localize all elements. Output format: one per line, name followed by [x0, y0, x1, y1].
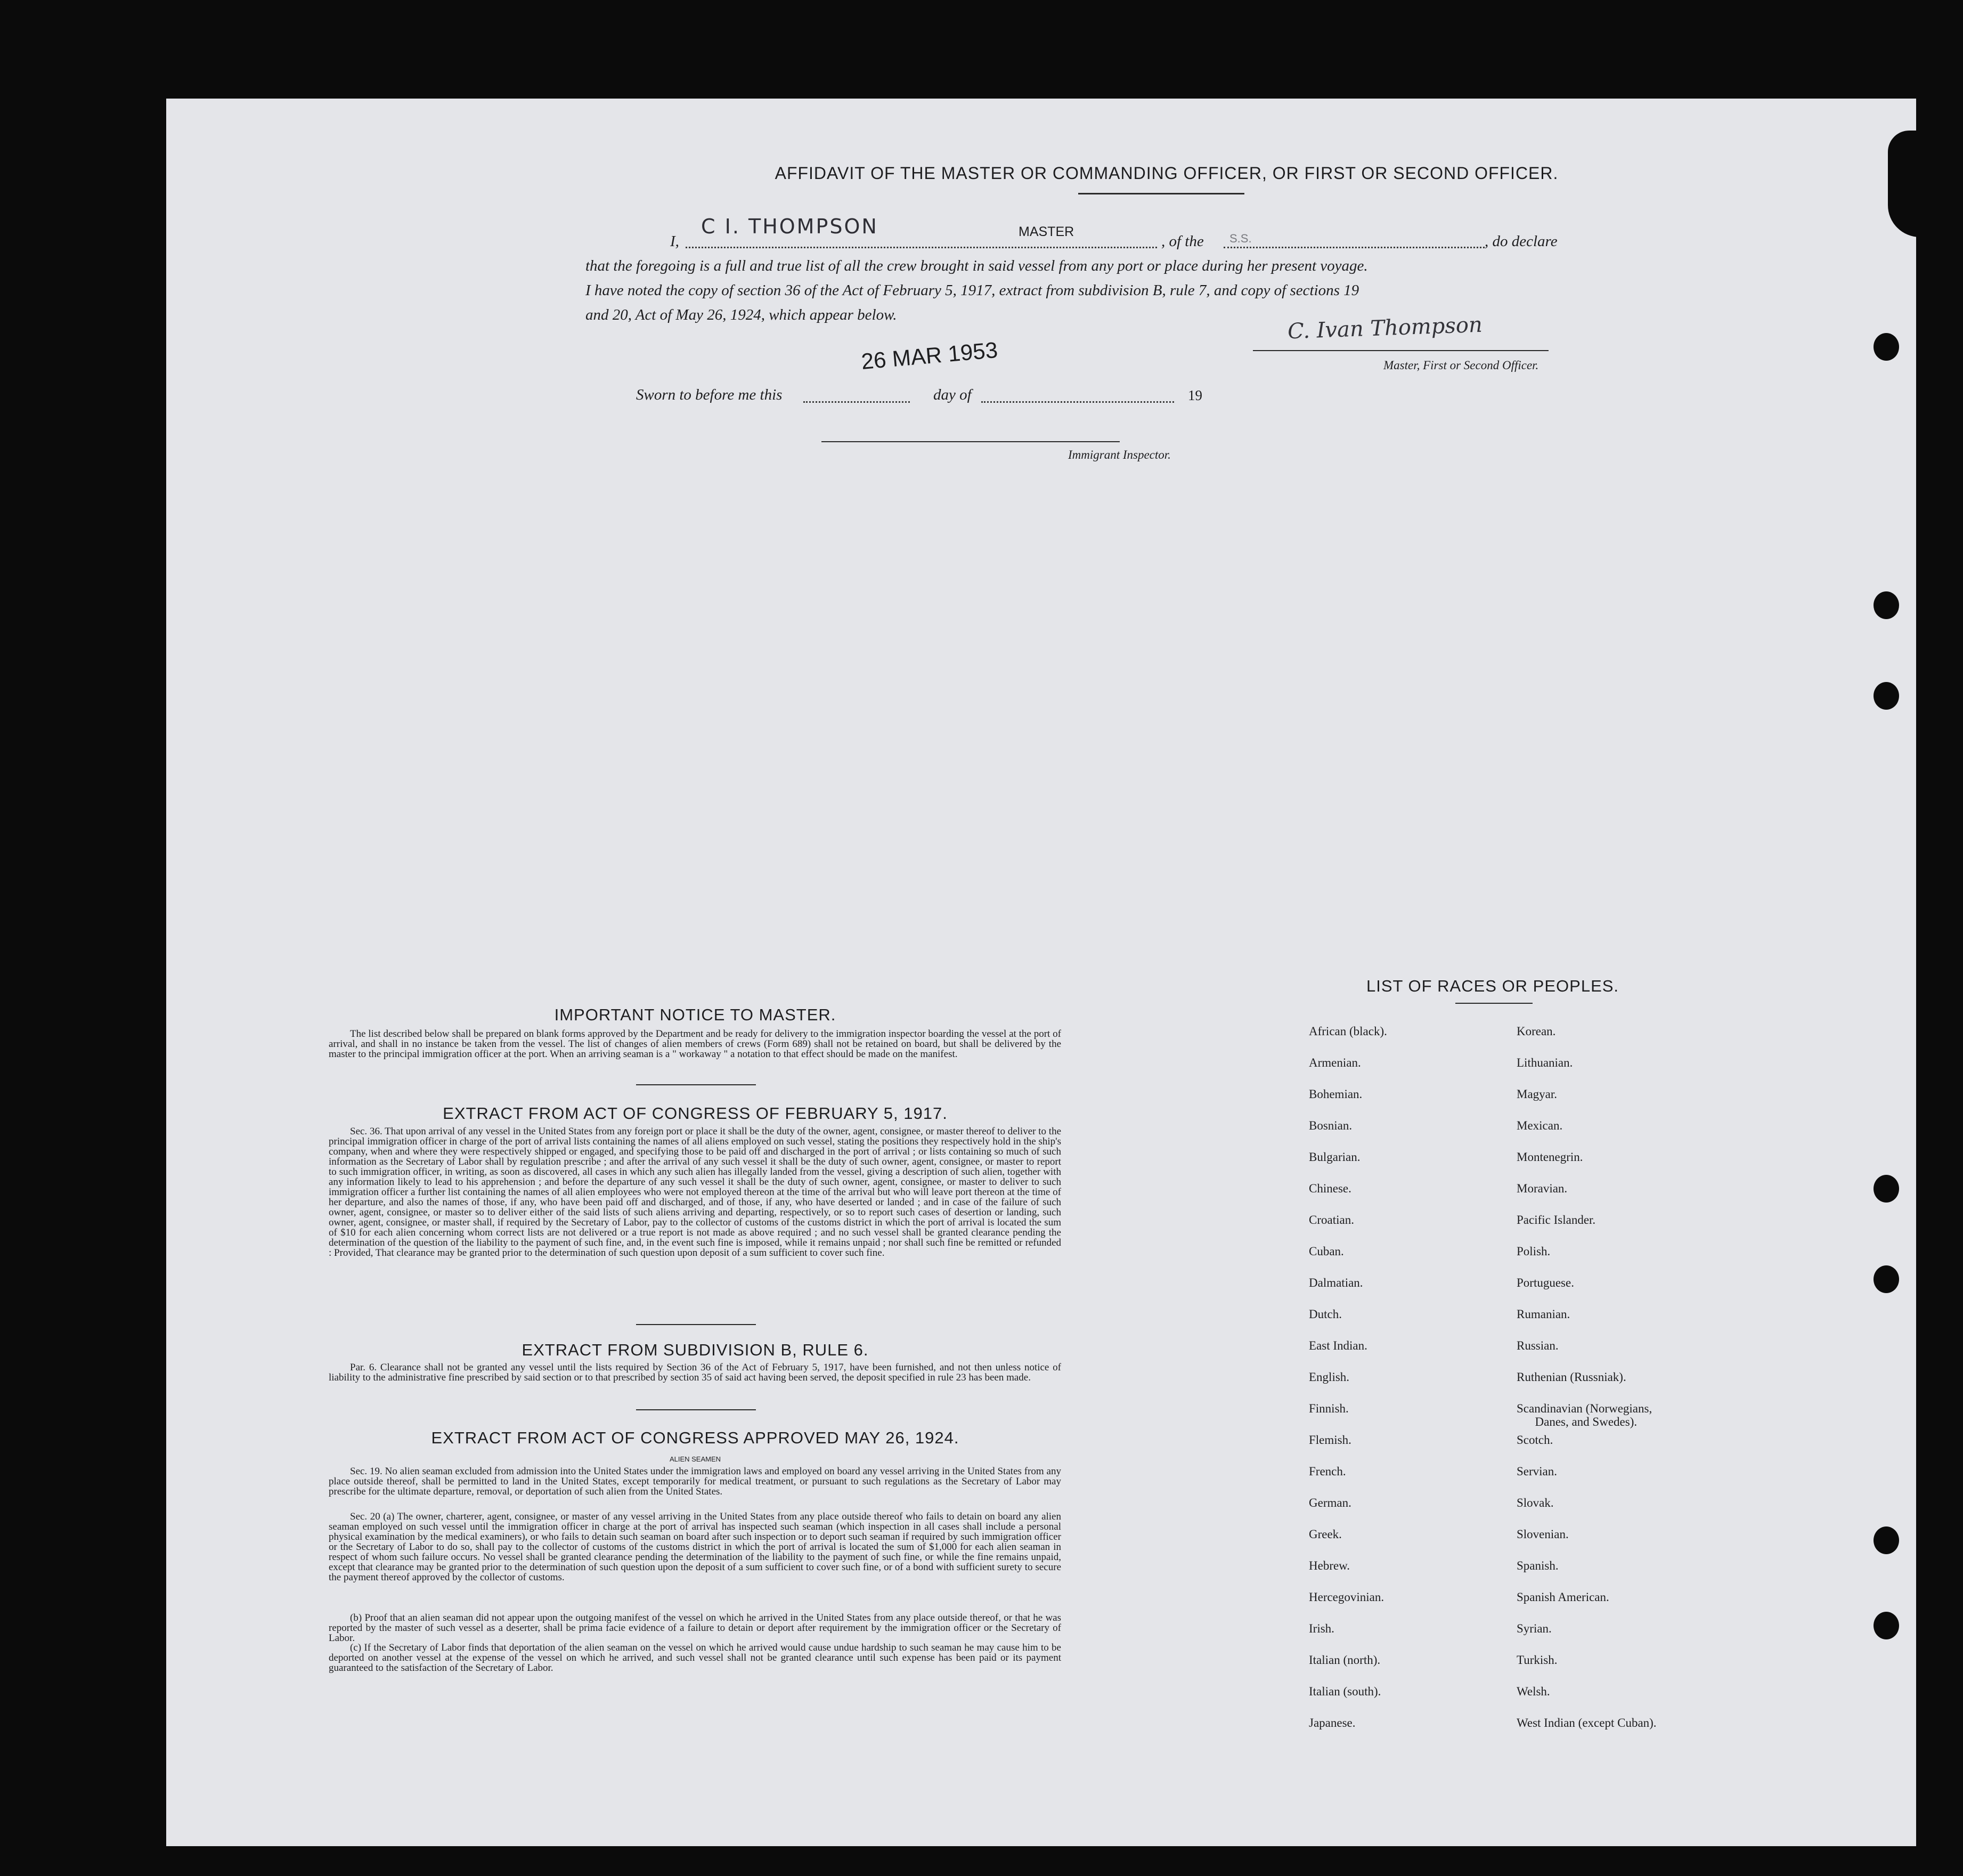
rank-stamp: MASTER	[1019, 224, 1074, 239]
race-item: Scotch.	[1517, 1433, 1553, 1447]
title-underline	[1078, 193, 1244, 194]
i-label: I,	[670, 233, 679, 250]
divider	[636, 1324, 756, 1325]
race-item: Russian.	[1517, 1339, 1559, 1352]
name-line	[686, 247, 1157, 248]
punch-hole	[1874, 1175, 1899, 1203]
race-item: Turkish.	[1517, 1653, 1558, 1667]
race-item: African (black).	[1309, 1025, 1387, 1038]
race-item: German.	[1309, 1496, 1351, 1509]
race-item: Cuban.	[1309, 1245, 1344, 1258]
race-item: West Indian (except Cuban).	[1517, 1716, 1657, 1729]
race-item: Spanish.	[1517, 1559, 1559, 1572]
race-item: Slovenian.	[1517, 1528, 1569, 1541]
subdivision-b-heading: EXTRACT FROM SUBDIVISION B, RULE 6.	[522, 1341, 869, 1359]
race-item: Syrian.	[1517, 1622, 1552, 1635]
do-declare-label: , do declare	[1485, 233, 1558, 250]
race-item: Rumanian.	[1517, 1307, 1570, 1321]
race-item: Bosnian.	[1309, 1119, 1353, 1132]
race-item: Moravian.	[1517, 1182, 1568, 1195]
inspector-label: Immigrant Inspector.	[1068, 448, 1171, 461]
race-item: Polish.	[1517, 1245, 1551, 1258]
race-item: Slovak.	[1517, 1496, 1554, 1509]
punch-hole	[1874, 591, 1899, 619]
date-stamp: 26 MAR 1953	[860, 337, 999, 375]
master-signature: C. Ivan Thompson	[1287, 312, 1483, 344]
race-item: Italian (south).	[1309, 1685, 1381, 1698]
punch-hole	[1874, 333, 1899, 361]
race-item: Italian (north).	[1309, 1653, 1381, 1667]
day-of-label: day of	[933, 386, 972, 403]
master-name: C I. THOMPSON	[701, 215, 878, 238]
punch-hole	[1874, 682, 1899, 710]
race-item: Finnish.	[1309, 1402, 1349, 1415]
races-underline	[1455, 1003, 1533, 1004]
races-heading: LIST OF RACES OR PEOPLES.	[1366, 977, 1619, 995]
race-item: Irish.	[1309, 1622, 1334, 1635]
sworn-month-line	[981, 401, 1174, 403]
punch-hole	[1874, 1612, 1899, 1639]
alien-seamen-subheading: ALIEN SEAMEN	[669, 1455, 721, 1463]
race-item: Dalmatian.	[1309, 1276, 1363, 1289]
extract-1917-body: Sec. 36. That upon arrival of any vessel in the United States from any foreign port or place it shall be the duty of the owner, agent, consignee, or master thereof to deliver to the principal immigration officer in charge of the port of arrival lists containing the names of all aliens employed on such vessel, stating the positions they respectively hold in the ship's company, when and where they were respectively shipped or engaged, and specifying those to be paid off and discharged in the port of arrival ; or lists containing so much of such information as the Secretary of Labor shall by regulation prescribe ; and after the arrival of any such vessel it shall be the duty of such owner, agent, consignee, or master to report to such immigration officer, in writing, as soon as discovered, all cases in which any such alien has illegally landed from the vessel, giving a description of such alien, together with any information likely to lead to his apprehension ; and before the departure of any such vessel it shall be the duty of such owner, agent, consignee, or master to deliver to such immigration officer a further list containing the names of all alien employees who were not employed thereon at the time of the arrival but who will leave port thereon at the time of her departure, and also the names of those, if any, who have been paid off and discharged, and of those, if any, who have deserted or landed ; and in case of the failure of such owner, agent, consignee, or master so to deliver either of the said lists of such aliens arriving and departing, respectively, or so to report such cases of desertion or landing, such owner, agent, consignee, or master shall, if required by the Secretary of Labor, pay to the collector of customs of the customs district in which the port of arrival is located the sum of $10 for each alien concerning whom correct lists are not delivered or a true report is not made as above required ; and no such vessel shall be granted clearance pending the determination of the question of the liability to the payment of such fine, and, in the event such fine is imposed, while it remains unpaid ; nor shall such fine be remitted or refunded : Provided, That clearance may be granted prior to the determination of such question upon deposit of a sum sufficient to cover such fine.	[329, 1126, 1061, 1258]
of-the-label: , of the	[1161, 233, 1204, 250]
race-item: Montenegrin.	[1517, 1150, 1583, 1164]
affidavit-title: AFFIDAVIT OF THE MASTER OR COMMANDING OFFICER, OR FIRST OR SECOND OFFICER.	[775, 164, 1559, 183]
race-item: Spanish American.	[1517, 1590, 1609, 1604]
race-item: Welsh.	[1517, 1685, 1550, 1698]
sec-19-body: Sec. 19. No alien seaman excluded from admission into the United States under the immigration laws and employed on board any vessel arriving in the United States from any place outside thereof, shall be permitted to land in the United States, except temporarily for medical treatment, or pursuant to such regulations as the Secretary of Labor may prescribe for the ultimate departure, removal, or deportation of such alien from the United States.	[329, 1466, 1061, 1497]
signature-line	[1253, 350, 1549, 351]
race-item: Hercegovinian.	[1309, 1590, 1384, 1604]
sworn-day-line	[803, 401, 910, 403]
punch-hole	[1874, 1265, 1899, 1293]
race-item: Hebrew.	[1309, 1559, 1350, 1572]
year-prefix: 19	[1188, 387, 1202, 403]
race-item: Bohemian.	[1309, 1087, 1363, 1101]
race-item: Armenian.	[1309, 1056, 1361, 1069]
race-item: Scandinavian (Norwegians, Danes, and Swedes).	[1517, 1402, 1652, 1428]
race-item: Dutch.	[1309, 1307, 1342, 1321]
sec-20c-body: (c) If the Secretary of Labor finds that deportation of the alien seaman on the vessel on which he arrived would cause undue hardship to such seaman he may cause him to be deported on another vessel at the expense of the vessel on which he arrived, and such vessel shall not be granted clearance until such expense has been paid or its payment guaranteed to the satisfaction of the Secretary of Labor.	[329, 1642, 1061, 1674]
sworn-label: Sworn to before me this	[636, 386, 783, 403]
race-item: Ruthenian (Russniak).	[1517, 1370, 1626, 1384]
race-item: French.	[1309, 1465, 1346, 1478]
inspector-line	[821, 441, 1120, 442]
vessel-stamp: S.S.	[1229, 232, 1252, 245]
affidavit-line-3: I have noted the copy of section 36 of the Act of February 5, 1917, extract from subdivision B, rule 7, and copy of sections 19	[585, 282, 1359, 299]
race-item: Magyar.	[1517, 1087, 1558, 1101]
race-item: East Indian.	[1309, 1339, 1367, 1352]
extract-1924-heading: EXTRACT FROM ACT OF CONGRESS APPROVED MAY 26, 1924.	[431, 1428, 959, 1447]
sec-20a-body: Sec. 20 (a) The owner, charterer, agent, consignee, or master of any vessel arriving in the United States from any place outside thereof who fails to detain on board any alien seaman employed on such vessel until the immigration officer in charge at the port of arrival has inspected such seaman (which inspection in all cases shall include a personal physical examination by the medical examiners), or who fails to detain such seaman on board after such inspection or to deport such seaman if required by such immigration officer or the Secretary of Labor to do so, shall pay to the collector of customs of the customs district in which the port of arrival is located the sum of $1,000 for each alien seaman in respect of whom such failure occurs. No vessel shall be granted clearance pending the determination of the liability to the payment of such fine, or while the fine remains unpaid, except that clearance may be granted prior to the determination of such question upon the deposit of a sum sufficient to cover such fine, or of a bond with sufficient surety to secure the payment thereof approved by the collector of customs.	[329, 1511, 1061, 1583]
race-item: Portuguese.	[1517, 1276, 1574, 1289]
race-item: Bulgarian.	[1309, 1150, 1361, 1164]
race-item: Japanese.	[1309, 1716, 1356, 1729]
notice-heading: IMPORTANT NOTICE TO MASTER.	[554, 1005, 836, 1024]
vessel-line	[1224, 247, 1485, 248]
extract-1917-heading: EXTRACT FROM ACT OF CONGRESS OF FEBRUARY 5, 1917.	[443, 1104, 948, 1123]
race-item: Mexican.	[1517, 1119, 1563, 1132]
divider	[636, 1409, 756, 1410]
race-item: Servian.	[1517, 1465, 1558, 1478]
signature-label: Master, First or Second Officer.	[1383, 359, 1539, 372]
torn-edge	[1888, 131, 1925, 237]
race-item: Greek.	[1309, 1528, 1342, 1541]
affidavit-line-4: and 20, Act of May 26, 1924, which appear below.	[585, 306, 897, 323]
affidavit-line-2: that the foregoing is a full and true list of all the crew brought in said vessel from any port or place during her present voyage.	[585, 257, 1368, 274]
punch-hole	[1874, 1526, 1899, 1554]
race-item: Chinese.	[1309, 1182, 1351, 1195]
race-item: Lithuanian.	[1517, 1056, 1573, 1069]
document-page	[166, 99, 1916, 1846]
divider	[636, 1084, 756, 1085]
race-item: Korean.	[1517, 1025, 1556, 1038]
subdivision-b-body: Par. 6. Clearance shall not be granted any vessel until the lists required by Section 36 of the Act of February 5, 1917, have been furnished, and not then unless notice of liability to the administrative fine prescribed by said section or to that prescribed by section 35 of said act having been served, the deposit specified in rule 23 has been made.	[329, 1362, 1061, 1383]
race-item: Pacific Islander.	[1517, 1213, 1596, 1227]
race-item: Croatian.	[1309, 1213, 1354, 1227]
race-item: Flemish.	[1309, 1433, 1351, 1447]
sec-20b-body: (b) Proof that an alien seaman did not appear upon the outgoing manifest of the vessel on which he arrived in the United States from any place outside thereof, or that he was reported by the master of such vessel as a deserter, shall be prima facie evidence of a failure to detain or deport after requirement by the immigration officer or the Secretary of Labor.	[329, 1612, 1061, 1644]
race-item: English.	[1309, 1370, 1350, 1384]
notice-body: The list described below shall be prepared on blank forms approved by the Department and be ready for delivery to the immigration inspector boarding the vessel at the port of arrival, and shall in no instance be taken from the vessel. The list of changes of alien members of crews (Form 689) shall not be retained on board, but shall be delivered by the master to the principal immigration officer at the port. When an arriving seaman is a " workaway " a notation to that effect should be made on the manifest.	[329, 1028, 1061, 1060]
